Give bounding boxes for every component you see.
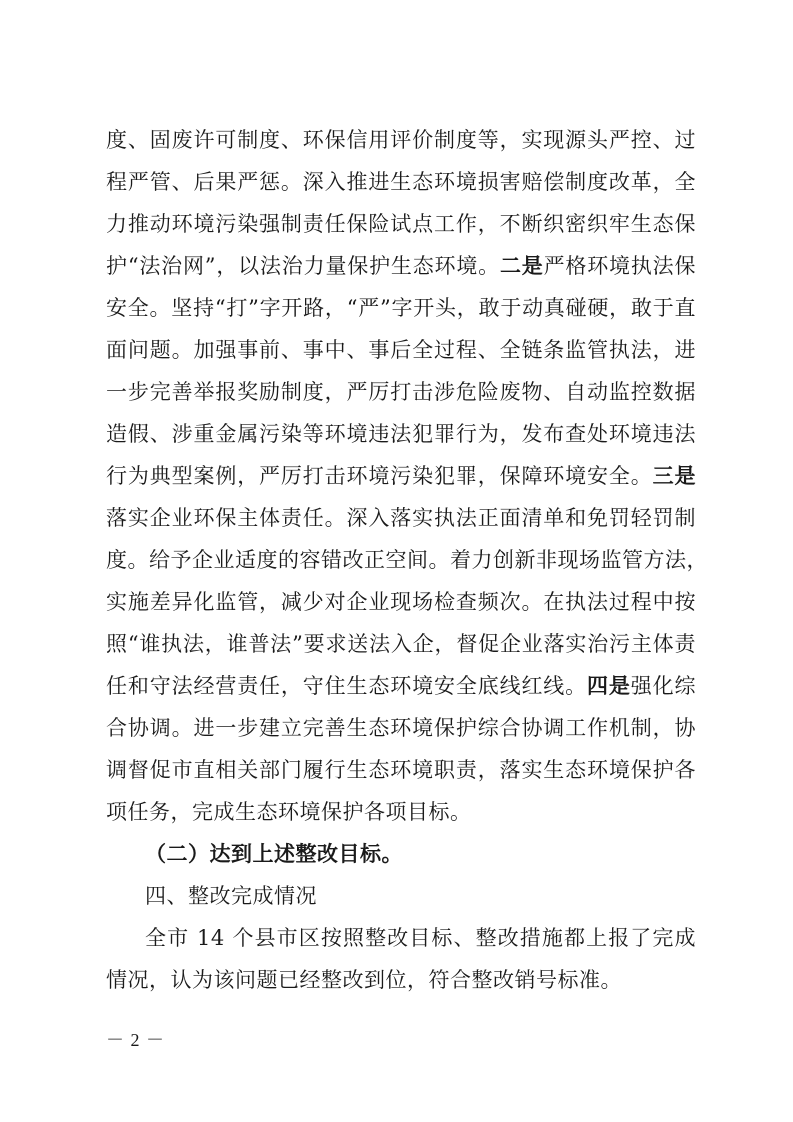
enumeration-marker: 二是	[499, 253, 544, 278]
body-line: 力推动环境污染强制责任保险试点工作，不断织密织牢生态保	[106, 212, 696, 236]
body-line: 全市 14 个县市区按照整改目标、整改措施都上报了完成	[145, 926, 696, 950]
body-line: 造假、涉重金属污染等环境违法犯罪行为，发布查处环境违法	[106, 422, 696, 446]
body-line: 实施差异化监管，减少对企业现场检查频次。在执法过程中按	[106, 590, 696, 614]
body-line: 落实企业环保主体责任。深入落实执法正面清单和免罚轻罚制	[106, 506, 696, 530]
body-line: 任和守法经营责任，守住生态环境安全底线红线。四是强化综	[106, 673, 697, 698]
body-line: 合协调。进一步建立完善生态环境保护综合协调工作机制，协	[106, 716, 696, 740]
body-line: 安全。坚持“打”字开路，“严”字开头，敢于动真碰硬，敢于直	[106, 296, 696, 320]
enumeration-marker: 四是	[587, 673, 631, 698]
subheading: （二）达到上述整改目标。	[145, 841, 403, 866]
body-line: 面问题。加强事前、事中、事后全过程、全链条监管执法，进	[106, 338, 696, 362]
body-line: 情况，认为该问题已经整改到位，符合整改销号标准。	[106, 968, 622, 992]
page-number: － 2 －	[106, 1030, 165, 1050]
body-line: 行为典型案例，严厉打击环境污染犯罪，保障环境安全。三是	[106, 463, 697, 488]
body-line: 一步完善举报奖励制度，严厉打击涉危险废物、自动监控数据	[106, 380, 696, 404]
body-line: 程严管、后果严惩。深入推进生态环境损害赔偿制度改革，全	[106, 170, 696, 194]
body-line: 度。给予企业适度的容错改正空间。着力创新非现场监管方法，	[106, 548, 708, 572]
body-line: 度、固废许可制度、环保信用评价制度等，实现源头严控、过	[106, 128, 696, 152]
enumeration-marker: 三是	[652, 463, 697, 488]
body-line: 项任务，完成生态环境保护各项目标。	[106, 800, 472, 824]
section-heading: 四、整改完成情况	[145, 884, 317, 908]
body-line: 照“谁执法，谁普法”要求送法入企，督促企业落实治污主体责	[106, 632, 696, 656]
body-line: 护“法治网”，以法治力量保护生态环境。二是严格环境执法保	[106, 253, 697, 278]
body-line: 调督促市直相关部门履行生态环境职责，落实生态环境保护各	[106, 758, 696, 782]
